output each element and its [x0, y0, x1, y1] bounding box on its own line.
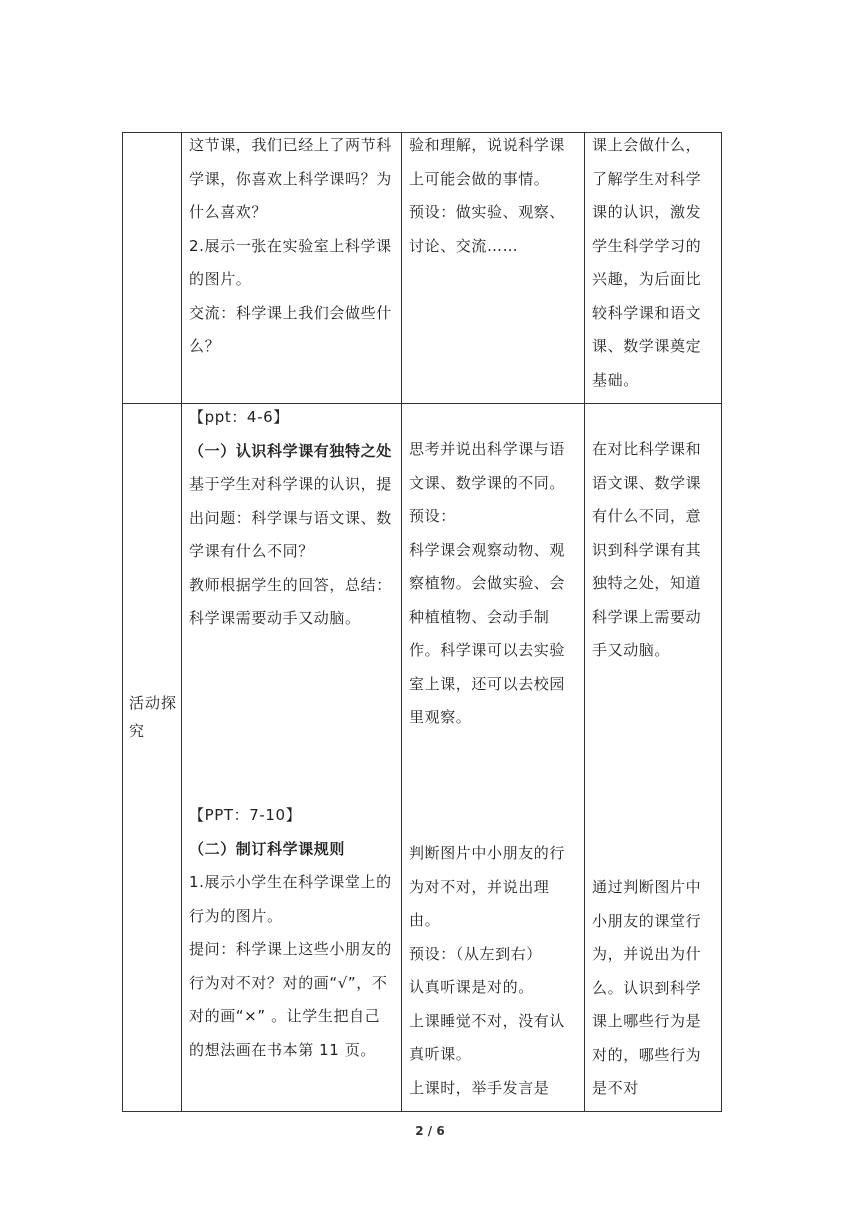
text-paragraph: 科学课会观察动物、观察植物。会做实验、会种植植物、会动手制作。科学课可以去实验室上课，还可以去校园里观察。	[409, 540, 566, 726]
ppt-reference: 【ppt：4-6】	[189, 408, 289, 426]
ppt-reference: 【PPT：7-10】	[189, 806, 302, 824]
part1-teacher-activity	[189, 401, 394, 636]
text-paragraph: 预设：（从左到右）	[409, 944, 542, 963]
part2-design-intent	[592, 871, 716, 1106]
section-heading: （二）制订科学课规则	[189, 839, 346, 858]
text-paragraph: 基于学生对科学课的认识，提出问题：科学课与语文课、数学课有什么不同？	[189, 475, 392, 560]
row1-student-activity	[409, 129, 579, 263]
text-paragraph: 通过判断图片中小朋友的课堂行为，并说出为什么。认识到科学课上哪些行为是对的，哪些行为是不对	[592, 878, 702, 1097]
row1-design-intent	[592, 129, 716, 397]
text-paragraph: 课上会做什么，了解学生对科学课的认识，激发学生科学学习的兴趣，为后面比较科学课和语文课、数学课奠定基础。	[592, 136, 702, 389]
text-paragraph: 预设：做实验、观察、讨论、交流……	[409, 203, 566, 255]
column-divider	[401, 133, 402, 1111]
text-paragraph: 思考并说出科学课与语文课、数学课的不同。	[409, 440, 566, 492]
part2-student-activity	[409, 837, 579, 1105]
text-paragraph: 2.展示一张在实验室上科学课的图片。	[189, 236, 392, 288]
part1-design-intent	[592, 433, 716, 668]
column-divider	[181, 133, 182, 1111]
part1-student-activity	[409, 433, 579, 735]
stage-label: 活动探究	[129, 694, 178, 740]
text-paragraph: 交流：科学课上我们会做些什么？	[189, 303, 392, 355]
text-paragraph: 这节课，我们已经上了两节科学课，你喜欢上科学课吗？为什么喜欢？	[189, 136, 392, 221]
column-divider	[584, 133, 585, 1111]
text-paragraph: 认真听课是对的。	[409, 978, 534, 996]
text-paragraph: 在对比科学课和语文课、数学课有什么不同，意识到科学课有其独特之处，知道科学课上需要动手又动脑。	[592, 440, 702, 659]
page-number: 2 / 6	[415, 1124, 445, 1138]
text-paragraph: 提问：科学课上这些小朋友的行为对不对？对的画“√”，不对的画“×” 。让学生把自己的想法画在书本第 11 页。	[189, 940, 392, 1059]
text-paragraph: 上课睡觉不对，没有认真听课。	[409, 1011, 566, 1063]
lesson-table	[122, 132, 722, 1112]
section-heading: （一）认识科学课有独特之处	[189, 441, 392, 460]
text-paragraph: 判断图片中小朋友的行为对不对，并说出理由。	[409, 844, 566, 929]
text-paragraph: 验和理解，说说科学课上可能会做的事情。	[409, 136, 566, 188]
text-paragraph: 预设：	[409, 507, 456, 525]
text-paragraph: 1.展示小学生在科学课堂上的行为的图片。	[189, 873, 392, 925]
text-paragraph: 教师根据学生的回答，总结：科学课需要动手又动脑。	[189, 575, 392, 627]
text-paragraph: 上课时，举手发言是	[409, 1078, 550, 1097]
part2-teacher-activity	[189, 799, 394, 1067]
row1-teacher-activity	[189, 129, 394, 364]
